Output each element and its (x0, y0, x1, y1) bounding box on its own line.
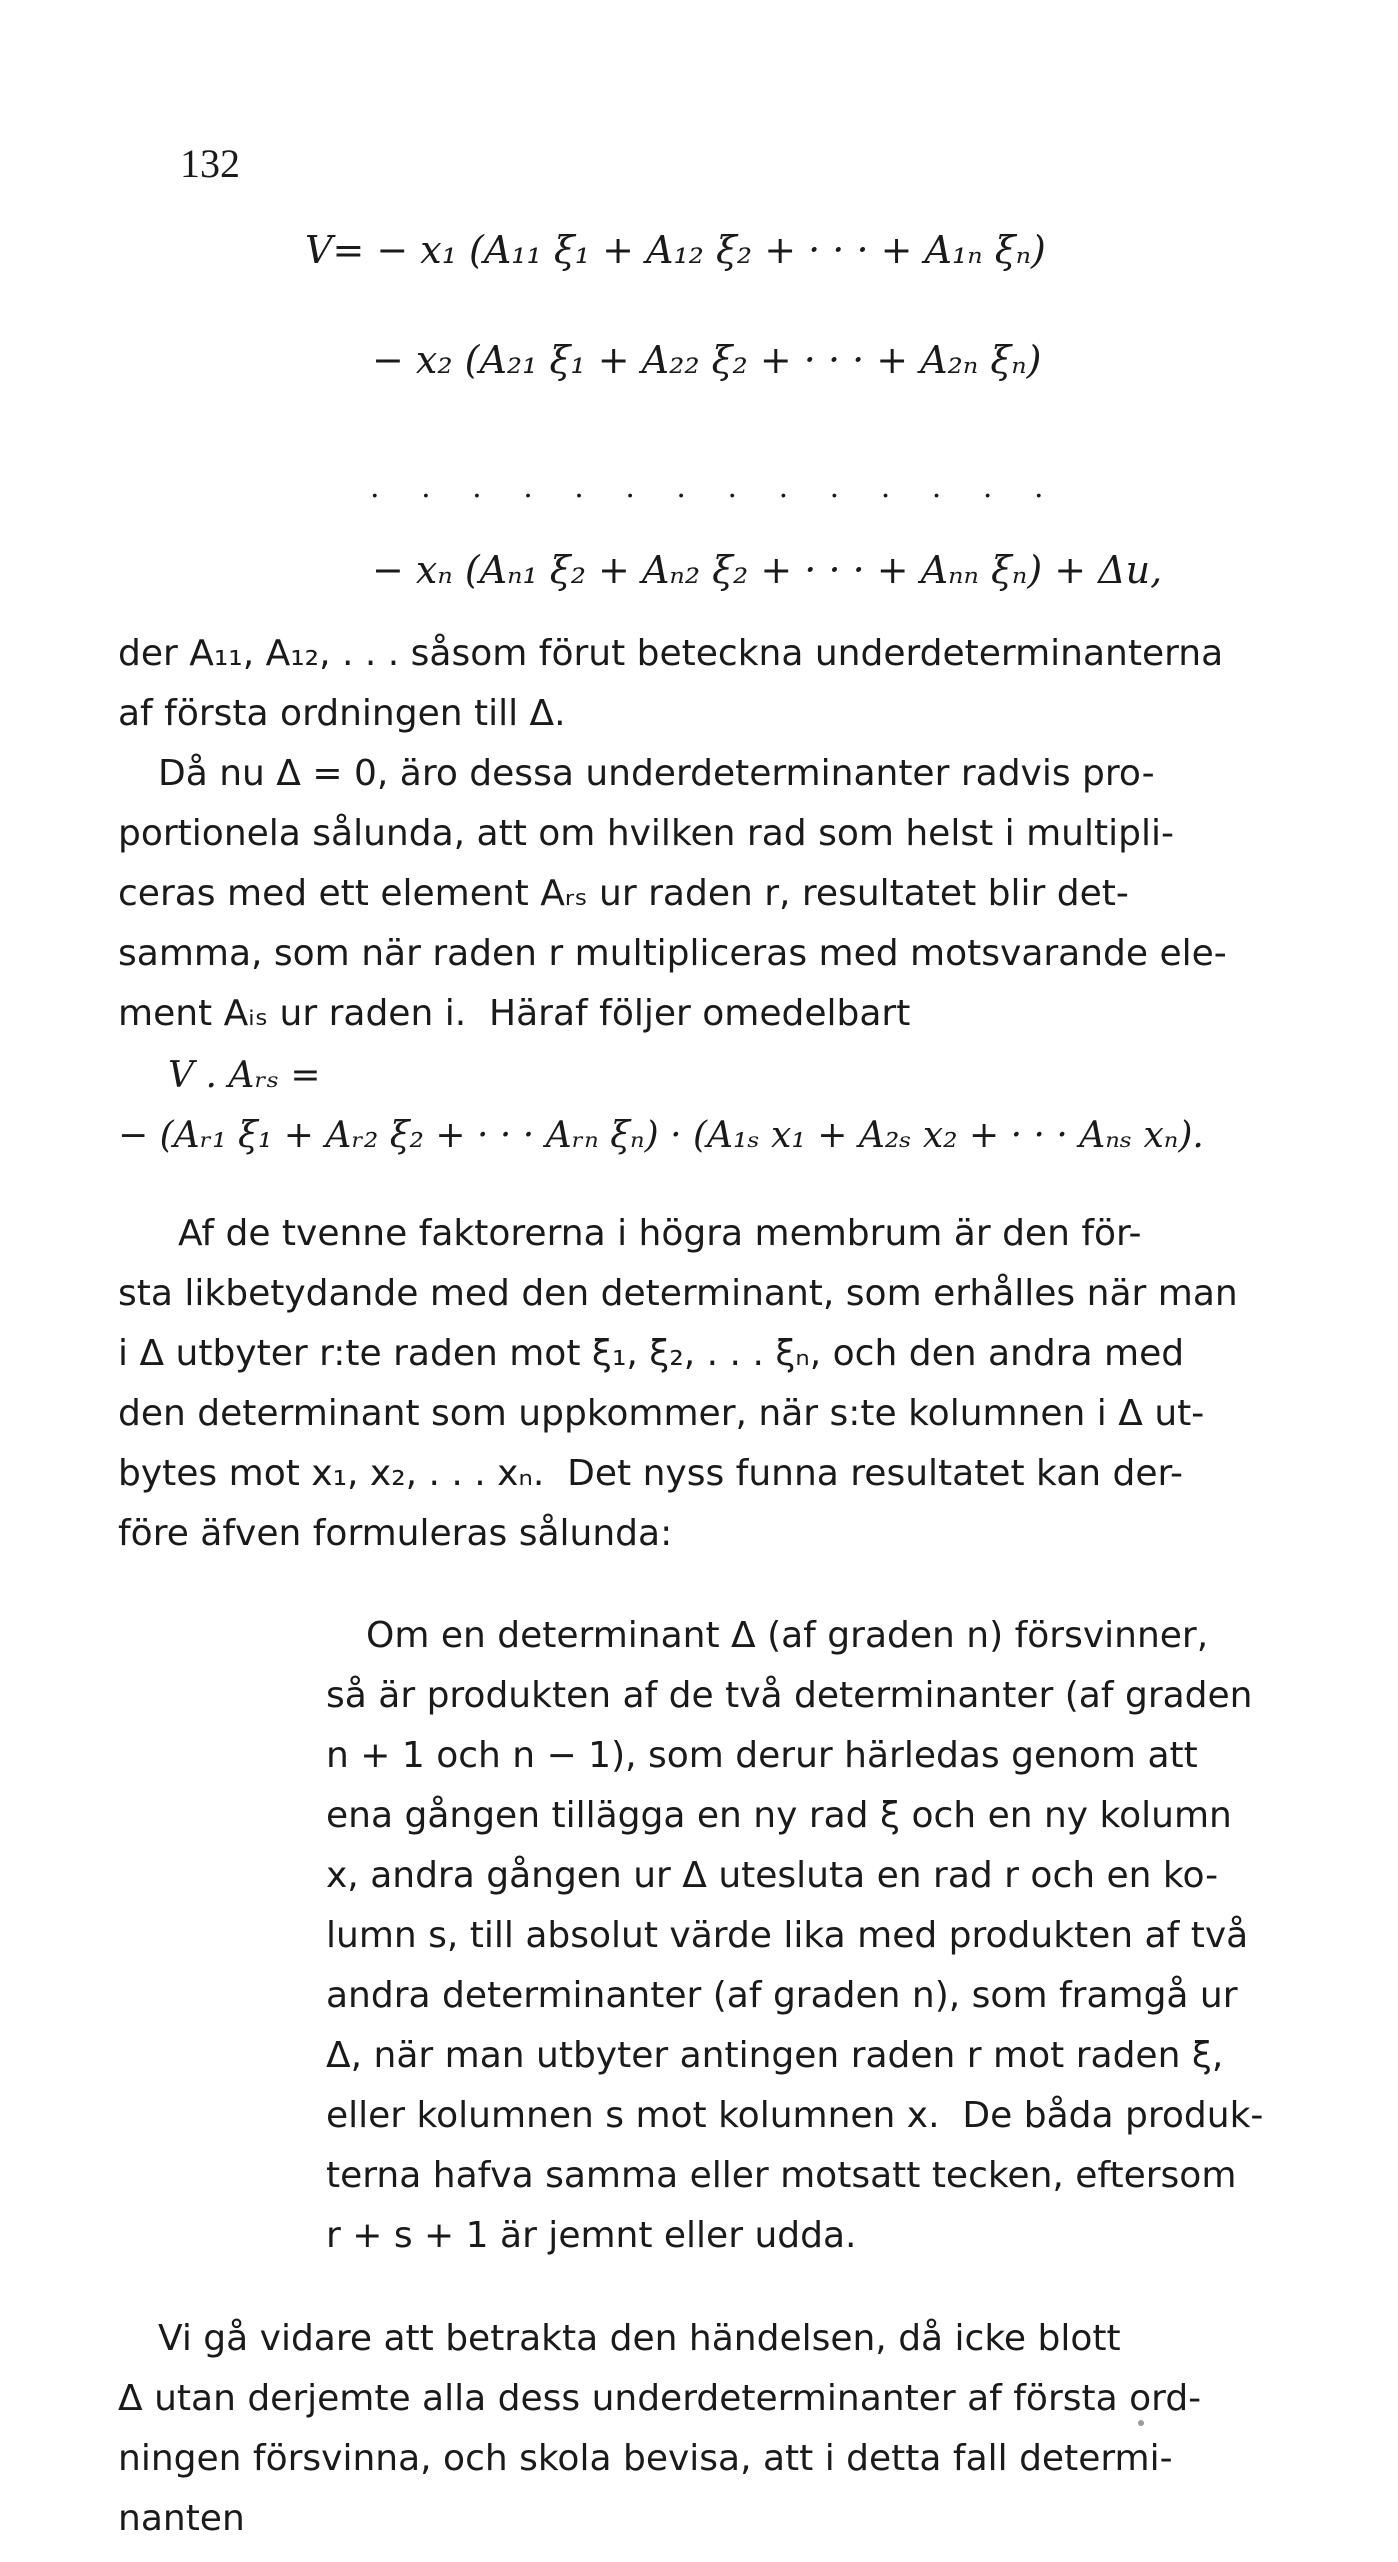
text-line: portionela sålunda, att om hvilken rad som helst i multipli- (118, 813, 1174, 854)
text-line: Då nu Δ = 0, äro dessa underdeterminanter radvis pro- (158, 753, 1155, 794)
theorem-line: andra determinanter (af graden n), som framgå ur (326, 1975, 1238, 2016)
text-line: samma, som när raden r multipliceras med motsvarande ele- (118, 933, 1227, 974)
theorem-line: Om en determinant Δ (af graden n) försvinner, (366, 1615, 1209, 1656)
text-line: Af de tvenne faktorerna i högra membrum är den för- (178, 1213, 1142, 1254)
theorem-line: Δ, när man utbyter antingen raden r mot raden ξ, (326, 2035, 1224, 2076)
equation-line-n: − xₙ (Aₙ₁ ξ₂ + Aₙ₂ ξ₂ + · · · + Aₙₙ ξₙ) + Δu, (372, 548, 1163, 592)
theorem-line: terna hafva samma eller motsatt tecken, eftersom (326, 2155, 1237, 2196)
formula-line-1: V . Aᵣₛ = (168, 1055, 321, 1096)
text-line: ment Aᵢₛ ur raden i. Häraf följer omedelbart (118, 993, 911, 1034)
theorem-line: x, andra gången ur Δ utesluta en rad r och en ko- (326, 1855, 1219, 1896)
text-line: bytes mot x₁, x₂, . . . xₙ. Det nyss funna resultatet kan der- (118, 1453, 1184, 1494)
equation-ellipsis-row: . . . . . . . . . . . . . . (370, 470, 1060, 505)
page-number: 132 (180, 141, 240, 186)
text-line: ningen försvinna, och skola bevisa, att i detta fall determi- (118, 2438, 1173, 2479)
text-line: ceras med ett element Aᵣₛ ur raden r, resultatet blir det- (118, 873, 1129, 914)
text-line: före äfven formuleras sålunda: (118, 1513, 673, 1554)
formula-line-2: − (Aᵣ₁ ξ₁ + Aᵣ₂ ξ₂ + · · · Aᵣₙ ξₙ) · (A₁ₛ x₁ + A₂ₛ x₂ + · · · Aₙₛ xₙ). (118, 1115, 1204, 1156)
theorem-line: r + s + 1 är jemnt eller udda. (326, 2215, 857, 2256)
theorem-line: så är produkten af de två determinanter (af graden (326, 1675, 1253, 1716)
text-line: den determinant som uppkommer, när s:te kolumnen i Δ ut- (118, 1393, 1205, 1434)
theorem-line: lumn s, till absolut värde lika med produkten af två (326, 1915, 1249, 1956)
text-line: sta likbetydande med den determinant, som erhålles när man (118, 1273, 1238, 1314)
theorem-line: n + 1 och n − 1), som derur härledas genom att (326, 1735, 1198, 1776)
print-speck (1138, 2420, 1144, 2426)
text-line: nanten (118, 2498, 245, 2539)
equation-line-1: V= − x₁ (A₁₁ ξ₁ + A₁₂ ξ₂ + · · · + A₁ₙ ξₙ) (305, 228, 1046, 272)
text-line: af första ordningen till Δ. (118, 693, 566, 734)
text-line: Vi gå vidare att betrakta den händelsen, då icke blott (158, 2318, 1121, 2359)
equation-line-2: − x₂ (A₂₁ ξ₁ + A₂₂ ξ₂ + · · · + A₂ₙ ξₙ) (372, 338, 1042, 382)
text-line: der A₁₁, A₁₂, . . . såsom förut beteckna underdeterminanterna (118, 633, 1224, 674)
text-line: Δ utan derjemte alla dess underdeterminanter af första ord- (118, 2378, 1202, 2419)
theorem-line: ena gången tillägga en ny rad ξ och en ny kolumn (326, 1795, 1232, 1836)
theorem-line: eller kolumnen s mot kolumnen x. De båda produk- (326, 2095, 1264, 2136)
text-line: i Δ utbyter r:te raden mot ξ₁, ξ₂, . . . ξₙ, och den andra med (118, 1333, 1185, 1374)
